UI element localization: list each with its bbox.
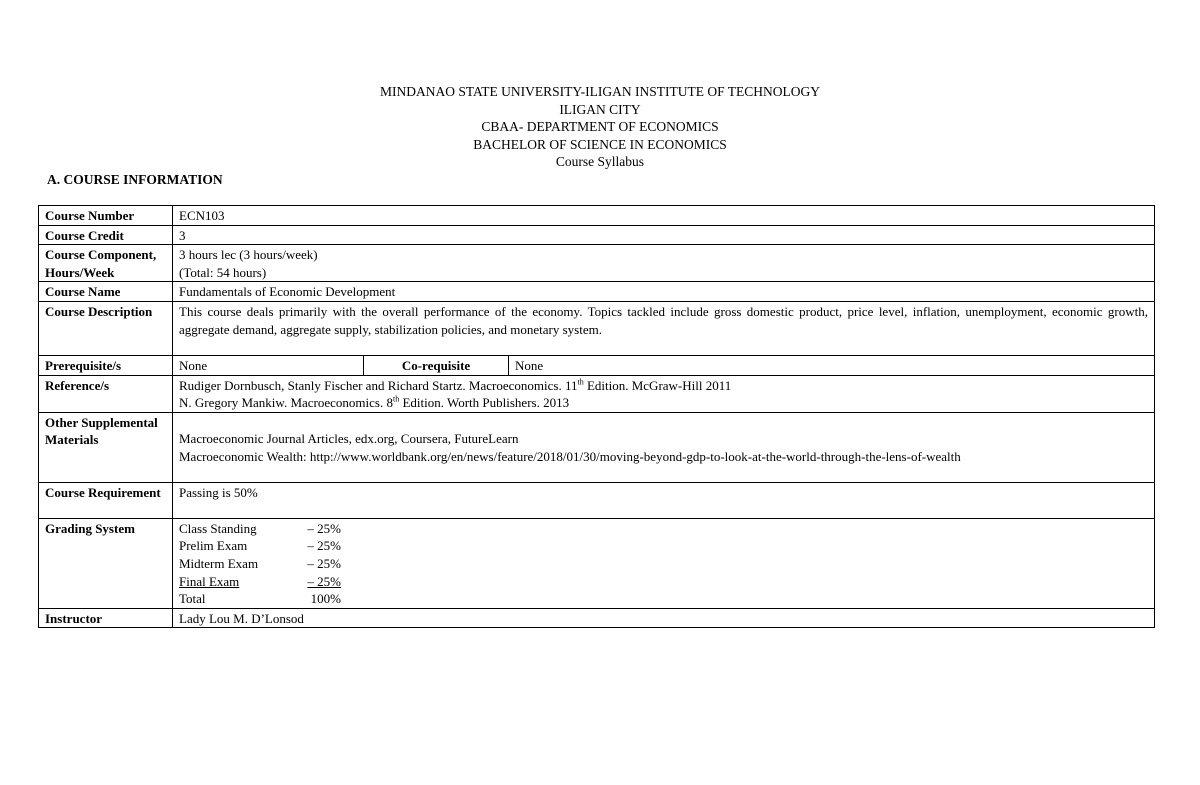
course-component-label: Course Component, Hours/Week [39, 245, 173, 282]
row-course-credit [39, 225, 1155, 245]
prerequisite-value: None [173, 355, 364, 375]
references-label: Reference/s [39, 375, 173, 412]
instructor-value: Lady Lou M. D’Lonsod [173, 608, 1155, 628]
course-name-value: Fundamentals of Economic Development [173, 282, 1155, 302]
row-course-number [39, 206, 1155, 226]
document-header [0, 83, 1200, 171]
supplemental-link: Macroeconomic Wealth: http://www.worldbank.org/en/news/feature/2018/01/30/moving-beyond-gdp-to-look-at-the-world-through-the-lens-of-wealth [179, 448, 961, 464]
course-credit-value: 3 [173, 225, 1155, 245]
course-number-label: Course Number [39, 206, 173, 226]
grade-item: Midterm Exam – 25% [179, 555, 341, 571]
row-prerequisite [39, 355, 1155, 375]
grade-item: Final Exam – 25% [179, 573, 341, 589]
supplemental-label: Other Supplemental Materials [39, 412, 173, 482]
grading-system-label: Grading System [39, 518, 173, 608]
supplemental-item: Macroeconomic Journal Articles, edx.org, Coursera, FutureLearn [179, 431, 519, 447]
course-credit-label: Course Credit [39, 225, 173, 245]
course-component-value [173, 245, 1155, 282]
course-description-label: Course Description [39, 301, 173, 355]
university-name: MINDANAO STATE UNIVERSITY-ILIGAN INSTITUTE OF TECHNOLOGY [379, 84, 820, 99]
row-supplemental [39, 412, 1155, 482]
row-course-description [39, 301, 1155, 355]
grade-total: Total 100% [179, 591, 341, 607]
document-type: Course Syllabus [555, 154, 645, 169]
grade-item: Class Standing – 25% [179, 520, 341, 536]
row-references [39, 375, 1155, 412]
corequisite-label: Co-requisite [364, 355, 509, 375]
reference-item: Rudiger Dornbusch, Stanly Fischer and Richard Startz. Macroeconomics. 11th Edition. McGraw-Hill 2011 [179, 377, 732, 393]
course-name-label: Course Name [39, 282, 173, 302]
department-name: CBAA- DEPARTMENT OF ECONOMICS [481, 119, 719, 134]
program-name: BACHELOR OF SCIENCE IN ECONOMICS [473, 136, 727, 152]
instructor-label: Instructor [39, 608, 173, 628]
row-course-name [39, 282, 1155, 302]
references-value [173, 375, 1155, 412]
section-title: A. COURSE INFORMATION [47, 172, 223, 187]
course-requirement-value: Passing is 50% [173, 482, 1155, 518]
row-instructor [39, 608, 1155, 628]
row-course-component [39, 245, 1155, 282]
course-number-value: ECN103 [173, 206, 1155, 226]
component-hours: 3 hours lec (3 hours/week) [179, 247, 318, 263]
row-course-requirement [39, 482, 1155, 518]
city-name: ILIGAN CITY [559, 101, 641, 117]
component-total: (Total: 54 hours) [179, 264, 267, 280]
supplemental-value [173, 412, 1155, 482]
grade-item: Prelim Exam – 25% [179, 538, 341, 554]
prerequisite-label: Prerequisite/s [39, 355, 173, 375]
course-requirement-label: Course Requirement [39, 482, 173, 518]
grading-system-value [173, 518, 1155, 608]
reference-item: N. Gregory Mankiw. Macroeconomics. 8th Edition. Worth Publishers. 2013 [179, 394, 570, 411]
course-information-table [38, 205, 1155, 628]
course-description-value: This course deals primarily with the overall performance of the economy. Topics tackled include gross domestic product, price level, inflation, unemployment, economic growth, aggregate demand, aggregate supply, stabilization policies, and monetary system. [173, 301, 1155, 355]
corequisite-value: None [509, 355, 1155, 375]
row-grading-system [39, 518, 1155, 608]
